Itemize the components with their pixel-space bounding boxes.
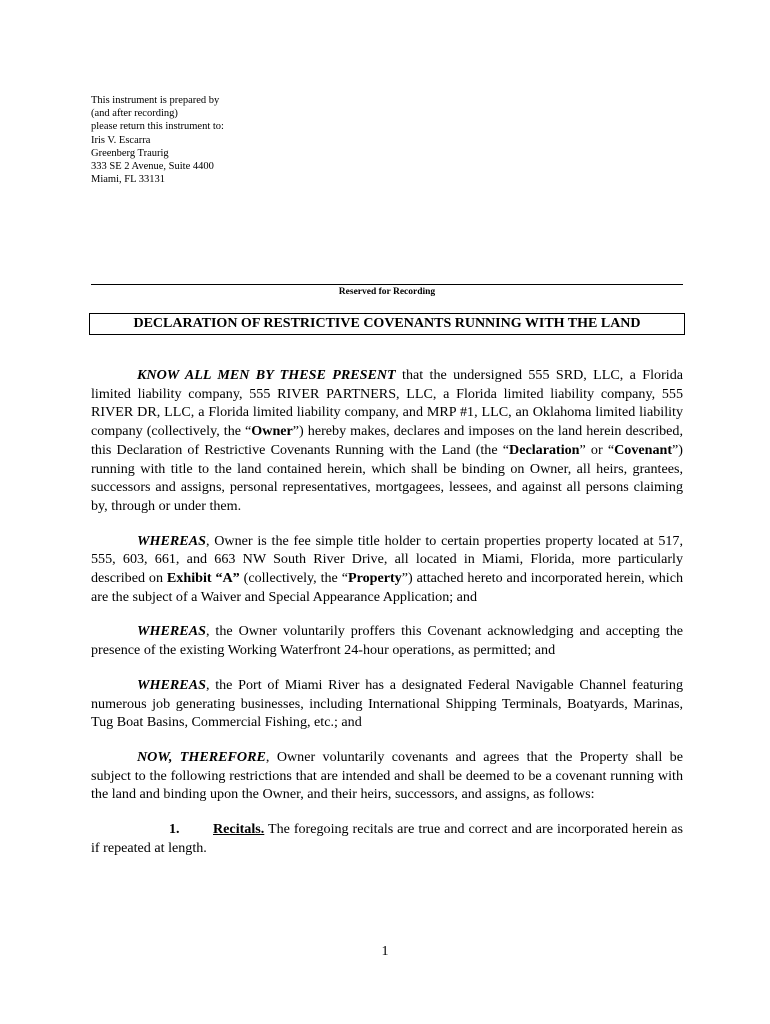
section-1-paragraph [91, 820, 683, 857]
exhibit-reference: Exhibit “A” [166, 570, 240, 587]
document-body [91, 366, 683, 873]
preparer-city: Miami, FL 33131 [91, 174, 165, 186]
intro-lead: KNOW ALL MEN BY THESE PRESENT [137, 367, 396, 383]
whereas-text: ”) attached hereto and incorporated herein, which are the subject of a Waiver and Special Appearance Application; and [91, 570, 683, 605]
preparer-address: 333 SE 2 Avenue, Suite 4400 [91, 161, 214, 173]
reserved-for-recording-label: Reserved for Recording [338, 287, 436, 297]
section-number: 1. [169, 821, 180, 838]
whereas-paragraph [91, 676, 683, 732]
whereas-lead: WHEREAS [137, 532, 206, 549]
declaration-term: Declaration [509, 441, 580, 458]
intro-text: ”) running with title to the land contained herein, which shall be binding on Owner, all heirs, grantees, successors and assigns, personal representatives, mortgagees, lessees, and against all persons claiming by, through or under them. [91, 441, 683, 514]
intro-text: ”) hereby makes, declares and imposes on the land herein described, this Declaration of Restrictive Covenants Running with the Land (the “ [91, 423, 683, 458]
intro-text: ” or “ [579, 441, 615, 458]
preparer-block [91, 94, 224, 186]
intro-text: that the undersigned 555 SRD, LLC, a Florida limited liability company, 555 RIVER PARTNERS, LLC, a Florida limited liability company, 555 RIVER DR, LLC, a Florida limited liability company, and MRP #1, LLC, an Oklahoma limited liability company (collectively, the “ [91, 367, 683, 440]
whereas-paragraph [91, 622, 683, 659]
property-term: Property [347, 570, 402, 587]
therefore-text: , Owner voluntarily covenants and agrees that the Property shall be subject to the following restrictions that are intended and shall be deemed to be a covenant running with the land and binding upon the Owner, and their heirs, successors, and assigns, as follows: [91, 748, 683, 803]
preparer-line: (and after recording) [91, 108, 178, 120]
therefore-paragraph [91, 748, 683, 804]
intro-paragraph [91, 366, 683, 516]
section-text: The foregoing recitals are true and correct and are incorporated herein as if repeated at length. [91, 821, 683, 856]
page-number: 1 [381, 944, 389, 959]
preparer-name: Iris V. Escarra [91, 134, 151, 146]
section-heading: Recitals. [213, 821, 265, 838]
whereas-text: (collectively, the “ [239, 570, 348, 587]
preparer-line: please return this instrument to: [91, 121, 224, 133]
whereas-text: , the Port of Miami River has a designated Federal Navigable Channel featuring numerous job generating businesses, including International Shipping Terminals, Boatyards, Marinas, Tug Boat Basins, Commercial Fishing, etc.; and [91, 676, 683, 731]
whereas-lead: WHEREAS [137, 623, 206, 640]
recording-divider [91, 284, 683, 285]
covenant-term: Covenant [614, 441, 673, 458]
owner-term: Owner [251, 423, 293, 440]
preparer-firm: Greenberg Traurig [91, 147, 169, 159]
therefore-lead: NOW, THEREFORE [137, 748, 266, 765]
whereas-lead: WHEREAS [137, 676, 206, 693]
whereas-text: , Owner is the fee simple title holder to certain properties property located at 517, 555, 603, 661, and 663 NW South River Drive, all located in Miami, Florida, more particularly described on [91, 532, 683, 587]
whereas-text: , the Owner voluntarily proffers this Covenant acknowledging and accepting the presence of the existing Working Waterfront 24-hour operations, as permitted; and [91, 623, 683, 659]
preparer-line: This instrument is prepared by [91, 95, 220, 106]
whereas-paragraph [91, 532, 683, 607]
document-title: DECLARATION OF RESTRICTIVE COVENANTS RUNNING WITH THE LAND [89, 313, 685, 335]
